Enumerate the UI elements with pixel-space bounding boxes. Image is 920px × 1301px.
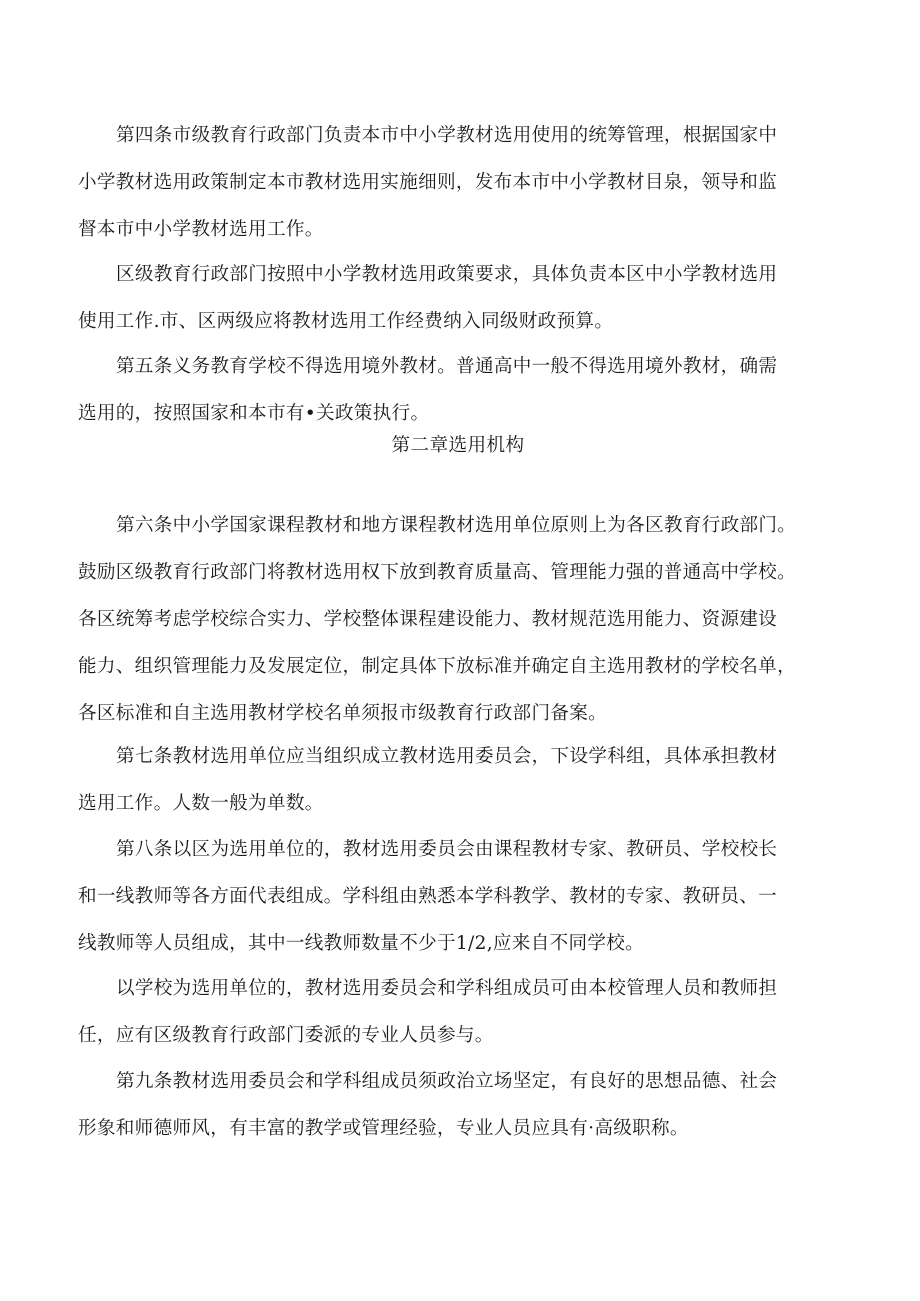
text-line: 选用工作。人数一般为单数。 [78, 793, 324, 814]
chapter-heading: 第二章选用机构 [391, 435, 525, 456]
text-line: 第七条教材选用单位应当组织成立教材选用委员会，下设学科组，具体承担教材 [116, 746, 778, 767]
paragraph-article-6 [78, 502, 848, 737]
paragraph-article-8 [78, 826, 848, 967]
text-line: 各区统筹考虑学校综合实力、学校整体课程建设能力、教材规范选用能力、资源建设 [78, 609, 778, 630]
text-line: 能力、组织管理能力及发展定位，制定具体下放标准并确定自主选用教材的学校名单， [78, 656, 796, 677]
text-line: 小学教材选用政策制定本市教材选用实施细则，发布本市中小学教材目泉，领导和监 [78, 172, 778, 193]
text-line: 各区标准和自主选用教材学校名单须报市级教育行政部门备案。 [78, 703, 608, 724]
text-line: 以学校为选用单位的，教材选用委员会和学科组成员可由本校管理人员和教师担 [116, 978, 778, 999]
text-line: 鼓励区级教育行政部门将教材选用权下放到教育质量高、管理能力强的普通高中学校。 [78, 562, 796, 583]
text-line: 第五条义务教育学校不得选用境外教材。普通高中一般不得选用境外教材，确需 [116, 356, 778, 377]
text-line: 第四条市级教育行政部门负责本市中小学教材选用使用的统筹管理，根据国家中 [116, 125, 778, 146]
text-line: 使用工作.市、区两级应将教材选用工作经费纳入同级财政预算。 [78, 311, 614, 332]
text-line: 督本市中小学教材选用工作。 [78, 219, 324, 240]
paragraph-article-7 [78, 733, 848, 827]
paragraph-article-8-school [78, 965, 848, 1059]
paragraph-article-5 [78, 343, 848, 437]
text-line: 线教师等人员组成，其中一线教师数量不少于1/2,应来自不同学校。 [78, 933, 645, 954]
paragraph-article-4 [78, 112, 848, 253]
text-line: 第九条教材选用委员会和学科组成员须政治立场坚定，有良好的思想品德、社会 [116, 1071, 778, 1092]
text-line: 选用的，按照国家和本市有•关政策执行。 [78, 403, 430, 424]
text-line: 形象和师德师风，有丰富的教学或管理经验，专业人员应具有·高级职称。 [78, 1118, 689, 1139]
text-line: 第六条中小学国家课程教材和地方课程教材选用单位原则上为各区教育行政部门。 [116, 515, 797, 536]
paragraph-article-9 [78, 1058, 848, 1152]
text-line: 和一线教师等各方面代表组成。学科组由熟悉本学科教学、教材的专家、教研员、一 [78, 886, 778, 907]
paragraph-article-4-district [78, 251, 848, 345]
text-line: 任，应有区级教育行政部门委派的专业人员参与。 [78, 1025, 494, 1046]
text-line: 第八条以区为选用单位的，教材选用委员会由课程教材专家、教研员、学校校长 [116, 839, 778, 860]
text-line: 区级教育行政部门按照中小学教材选用政策要求，具体负责本区中小学教材选用 [116, 264, 778, 285]
